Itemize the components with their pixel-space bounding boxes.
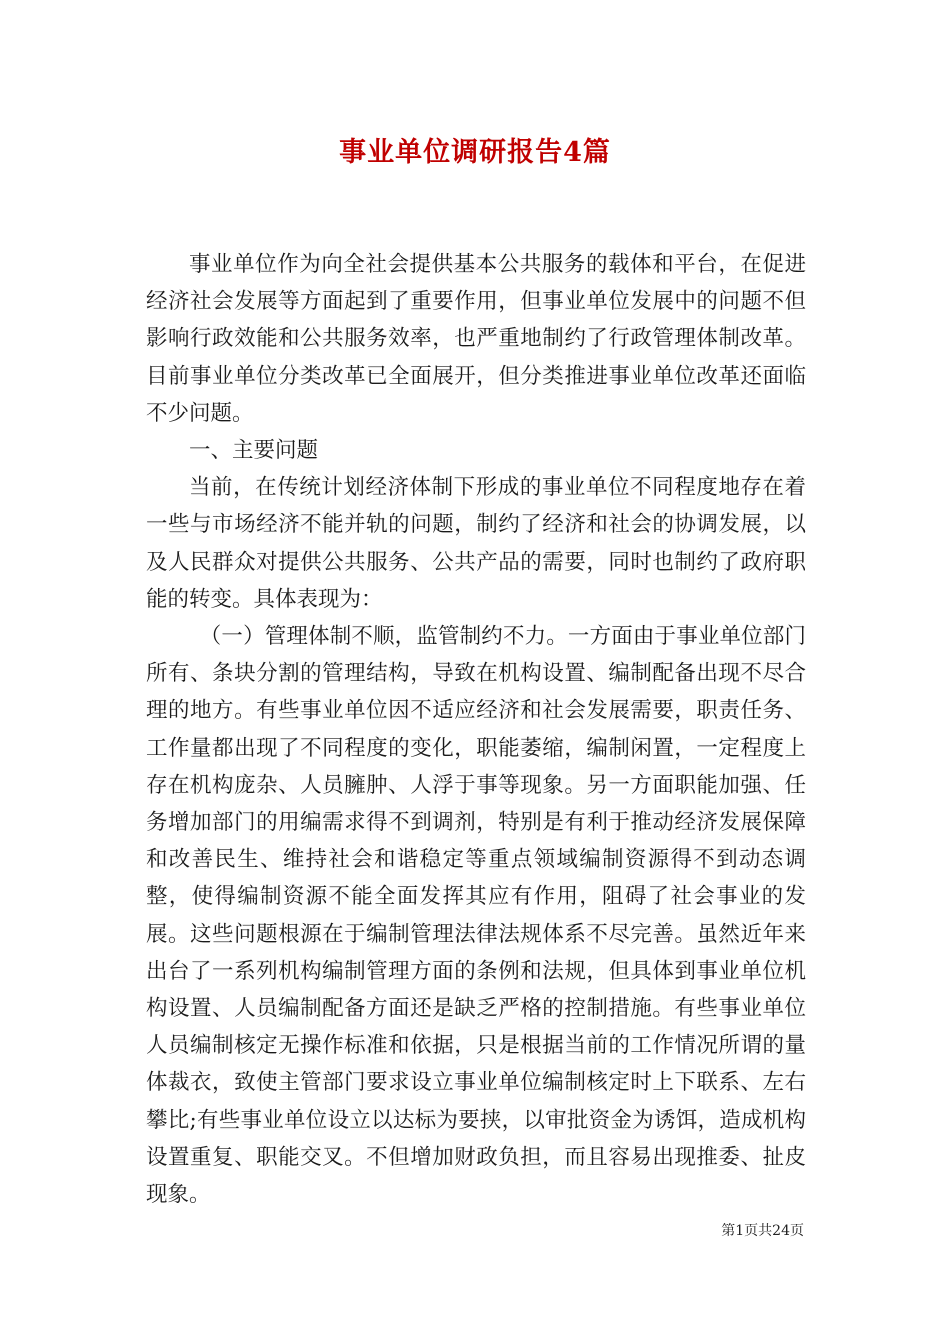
paragraph-intro: 事业单位作为向全社会提供基本公共服务的载体和平台，在促进经济社会发展等方面起到了重要作用，但事业单位发展中的问题不但影响行政效能和公共服务效率，也严重地制约了行政管理体制改革。目前事业单位分类改革已全面展开，但分类推进事业单位改革还面临不少问题。 (146, 252, 806, 426)
page-number-footer: 第1页共24页 (721, 1223, 804, 1239)
document-body (146, 246, 806, 1213)
document-title: 事业单位调研报告4篇 (339, 137, 611, 168)
paragraph-management-system: （一）管理体制不顺，监管制约不力。一方面由于事业单位部门所有、条块分割的管理结构，导致在机构设置、编制配备出现不尽合理的地方。有些事业单位因不适应经济和社会发展需要，职责任务、工作量都出现了不同程度的变化，职能萎缩，编制闲置，一定程度上存在机构庞杂、人员臃肿、人浮于事等现象。另一方面职能加强、任务增加部门的用编需求得不到调剂，特别是有利于推动经济发展保障和改善民生、维持社会和谐稳定等重点领域编制资源得不到动态调整，使得编制资源不能全面发挥其应有作用，阻碍了社会事业的发展。这些问题根源在于编制管理法律法规体系不尽完善。虽然近年来出台了一系列机构编制管理方面的条例和法规，但具体到事业单位机构设置、人员编制配备方面还是缺乏严格的控制措施。有些事业单位人员编制核定无操作标准和依据，只是根据当前的工作情况所谓的量体裁衣，致使主管部门要求设立事业单位编制核定时上下联系、左右攀比;有些事业单位设立以达标为要挟，以审批资金为诱饵，造成机构设置重复、职能交叉。不但增加财政负担，而且容易出现推委、扯皮现象。 (146, 624, 806, 1208)
paragraph-current-situation: 当前，在传统计划经济体制下形成的事业单位不同程度地存在着一些与市场经济不能并轨的问题，制约了经济和社会的协调发展，以及人民群众对提供公共服务、公共产品的需要，同时也制约了政府职能的转变。具体表现为： (146, 475, 806, 612)
section-heading-main-problems: 一、主要问题 (189, 438, 319, 464)
